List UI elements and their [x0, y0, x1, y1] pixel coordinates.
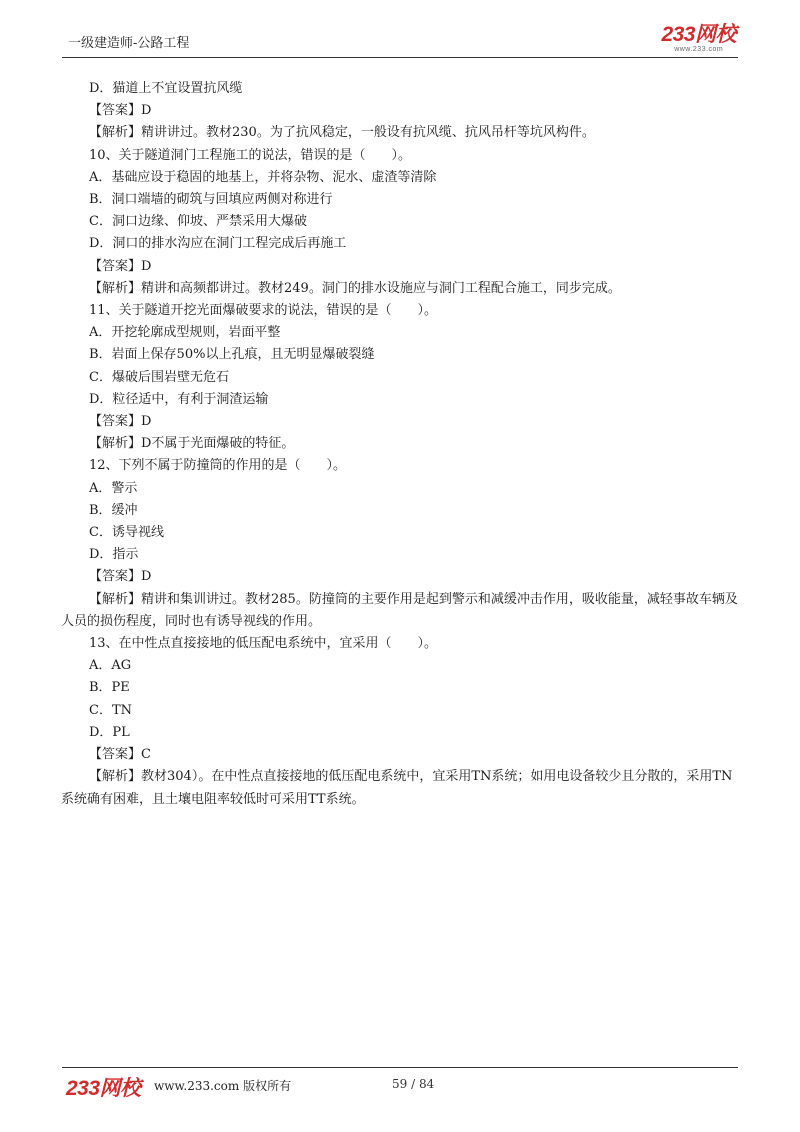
analysis-line: 【解析】D不属于光面爆破的特征。: [89, 436, 295, 452]
document-title: 一级建造师-公路工程: [68, 36, 190, 51]
option-c: C．TN: [89, 702, 132, 718]
page-header: [62, 24, 738, 58]
option-d: D．指示: [89, 547, 139, 563]
footer-logo[interactable]: 233网校: [66, 1077, 141, 1100]
document-body: [61, 78, 739, 811]
footer-copyright: www.233.com 版权所有: [154, 1079, 292, 1093]
brand-logo-text: 233网校: [661, 23, 736, 46]
brand-logo[interactable]: [661, 24, 736, 53]
brand-logo-url: www.233.com: [674, 46, 724, 53]
question-12: 12、下列不属于防撞筒的作用的是（ ）。: [89, 458, 347, 474]
answer-line: 【答案】D: [89, 258, 152, 274]
option-d: D．洞口的排水沟应在洞门工程完成后再施工: [89, 236, 347, 252]
option-d: D．粒径适中，有利于洞渣运输: [89, 391, 269, 407]
footer-divider: [62, 1067, 738, 1068]
question-11: 11、关于隧道开挖光面爆破要求的说法，错误的是（ ）。: [89, 303, 438, 319]
answer-line: 【答案】D: [89, 569, 152, 585]
option-a: A．警示: [89, 480, 138, 496]
option-a: A．基础应设于稳固的地基上，并将杂物、泥水、虚渣等清除: [89, 169, 437, 185]
option-d: D．PL: [89, 724, 130, 740]
answer-line: 【答案】D: [89, 103, 152, 119]
page-footer: [62, 1072, 742, 1102]
analysis-line: 【解析】精讲和高频都讲过。教材249。洞门的排水设施应与洞门工程配合施工，同步完成。: [89, 280, 621, 296]
analysis-paragraph: 【解析】教材304）。在中性点直接接地的低压配电系统中，宜采用TN系统；如用电设备较少且分散的，采用TN系统确有困难，且土壤电阻率较低时可采用TT系统。: [61, 769, 733, 807]
option-c: C．洞口边缘、仰坡、严禁采用大爆破: [89, 214, 307, 230]
header-divider: [62, 57, 738, 58]
text-line: D．猫道上不宜设置抗风缆: [89, 81, 243, 96]
option-b: B．缓冲: [89, 502, 138, 518]
option-b: B．洞口端墙的砌筑与回填应两侧对称进行: [89, 192, 333, 208]
analysis-paragraph: 【解析】精讲和集训讲过。教材285。防撞筒的主要作用是起到警示和减缓冲击作用，吸收能量，减轻事故车辆及人员的损伤程度，同时也有诱导视线的作用。: [61, 591, 738, 629]
answer-line: 【答案】D: [89, 414, 152, 430]
option-a: A．AG: [89, 658, 132, 674]
option-c: C．爆破后围岩壁无危石: [89, 369, 229, 385]
option-c: C．诱导视线: [89, 525, 164, 541]
question-10: 10、关于隧道洞门工程施工的说法，错误的是（ ）。: [89, 147, 412, 163]
option-b: B．岩面上保存50%以上孔痕，且无明显爆破裂缝: [89, 347, 375, 363]
option-a: A．开挖轮廓成型规则，岩面平整: [89, 325, 281, 341]
answer-line: 【答案】C: [89, 747, 151, 763]
question-13: 13、在中性点直接接地的低压配电系统中，宜采用（ ）。: [89, 636, 438, 652]
option-b: B．PE: [89, 680, 130, 696]
analysis-line: 【解析】精讲讲过。教材230。为了抗风稳定，一般设有抗风缆、抗风吊杆等坑风构件。: [89, 125, 595, 141]
page-number: 59 / 84: [392, 1077, 435, 1091]
